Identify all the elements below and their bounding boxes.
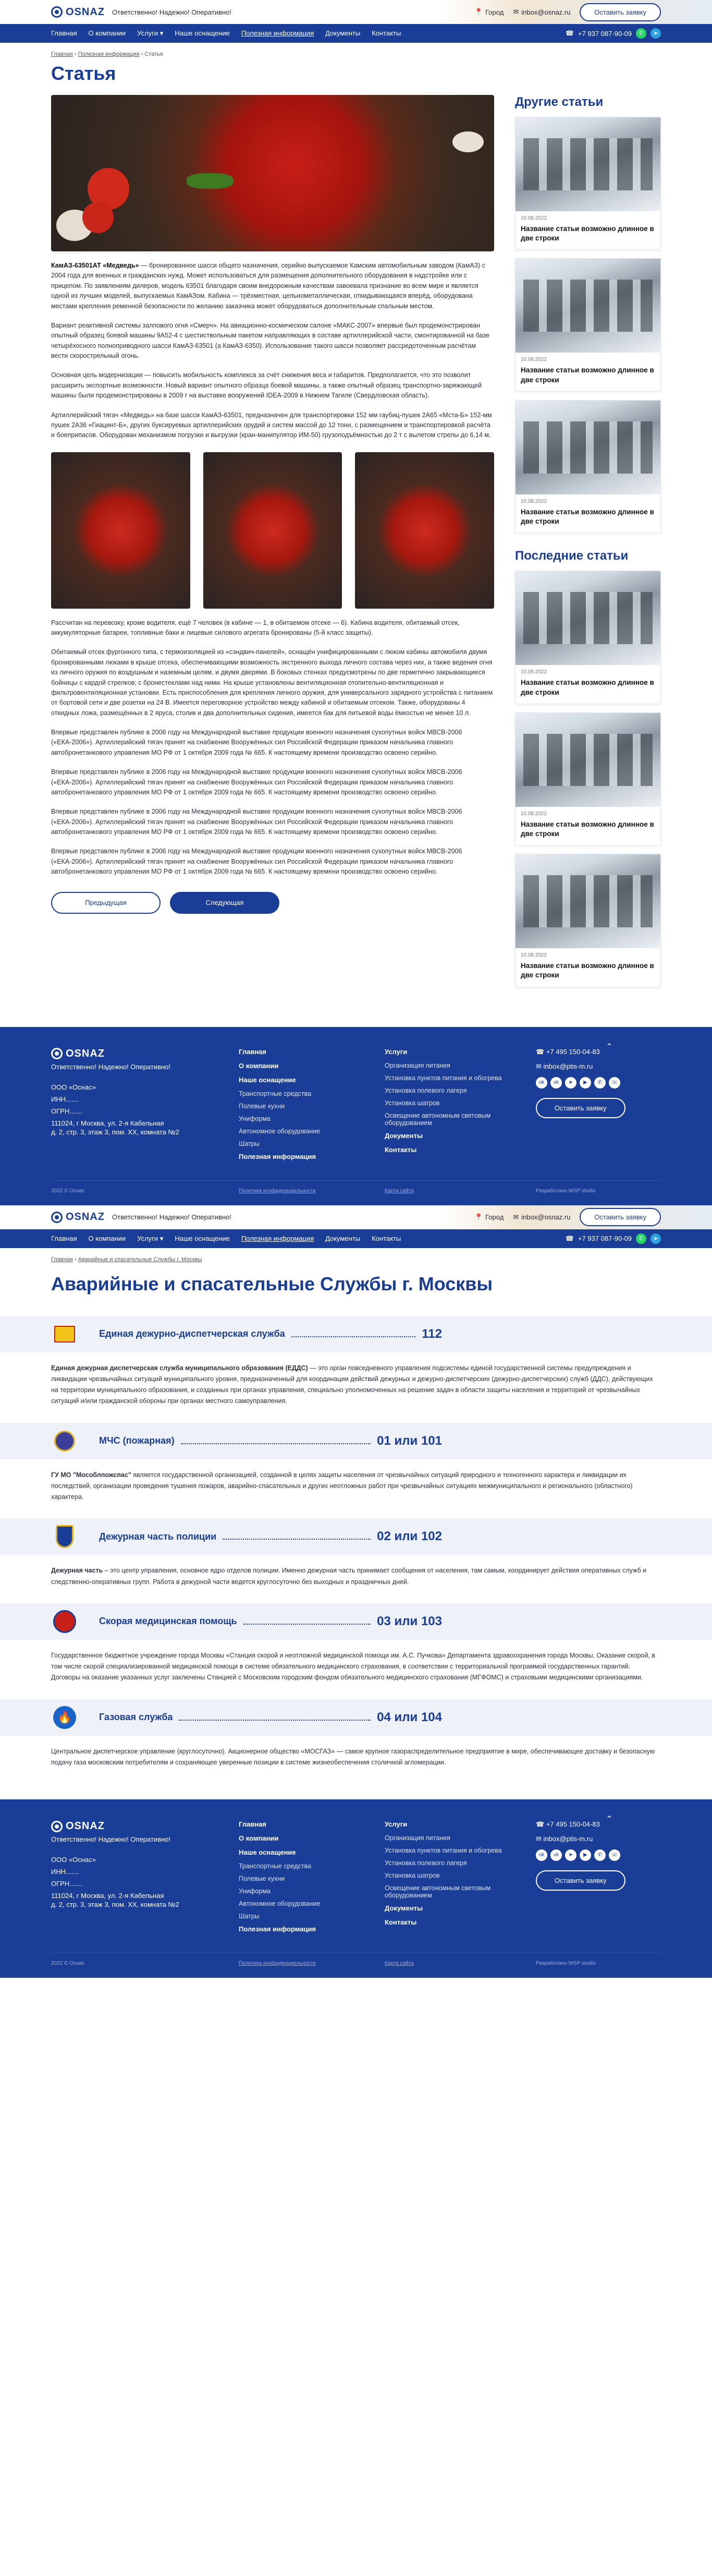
card-image [515, 401, 660, 494]
nav-useful-info[interactable]: Полезная информация [241, 29, 314, 37]
police-emblem-icon [51, 1523, 78, 1550]
footer-request-button[interactable]: Оставить заявку [536, 1098, 625, 1118]
card-image [515, 713, 660, 807]
article-hero-image [51, 95, 494, 251]
article-paragraph: Основная цель модернизации — повысить мобильность комплекса за счёт снижения веса и габаритов. Предполагается, что это позволит расширить экспортные возможности. Новый вариант опытного образца боевой машины, а также опытный образец транспортно-заряжающей машины были продемонстрированы в 2009 г на выставке вооружений IDEA-2009 в Нижнем Тагиле (Свердловская область). [51, 371, 482, 400]
article-paragraph: Рассчитан на перевозку, кроме водителя, ещё 7 человек (в кабине — 1, в обитаемом отсеке — 6). Кабина водителя, обитаемый отсек, аккумуляторные батареи, топливные баки и лицевые силового агрегата бронированы (5-й класс защиты). [51, 619, 460, 636]
footer-email[interactable]: ✉ inbox@ptis-m.ru [536, 1062, 593, 1070]
footer-logo[interactable]: OSNAZ [51, 1820, 239, 1832]
footer-link[interactable]: Контакты [385, 1145, 417, 1154]
footer-link[interactable]: Наше оснащение [239, 1075, 296, 1084]
prev-button[interactable]: Предыдущая [51, 892, 161, 914]
request-button[interactable]: Оставить заявку [580, 1208, 661, 1226]
footer-link[interactable]: Транспортные средства [239, 1090, 312, 1097]
footer-link[interactable]: Автономное оборудование [239, 1127, 321, 1135]
phone-icon: ☎ [565, 1234, 574, 1242]
gallery-image[interactable] [203, 452, 342, 609]
ok-icon[interactable]: ok [536, 1849, 547, 1861]
youtube-icon[interactable]: ▶ [580, 1077, 591, 1089]
whatsapp-icon[interactable]: ✆ [636, 28, 646, 39]
footer-link[interactable]: Полевые кухни [239, 1875, 285, 1883]
tagline: Ответственно! Надежно! Оперативно! [112, 1213, 232, 1222]
next-button[interactable]: Следующая [170, 892, 279, 914]
footer-link[interactable]: Шатры [239, 1913, 260, 1920]
social-links [536, 1077, 661, 1089]
request-button[interactable]: Оставить заявку [580, 3, 661, 21]
telegram-icon[interactable]: ➤ [565, 1849, 576, 1861]
footer-link[interactable]: Автономное оборудование [239, 1900, 321, 1908]
developer-link[interactable]: Разработано WSP studio [536, 1961, 596, 1967]
footer-link[interactable]: Установка пунктов питания и обогрева [385, 1074, 502, 1082]
city-select[interactable]: 📍 Город [474, 1213, 504, 1222]
telegram-icon[interactable]: ➤ [650, 1233, 661, 1244]
article-paragraph: Впервые представлен публике в 2006 году на Международной выставке продукции военного назначения сухопутных войск МВСВ-2006 («ЕКА-2006»). Артиллерийский тягач принят на снабжение Вооружённых сил Российской Федерации приказом начальника главного автобронетанкового управления МО РФ от 1 октября 2009 года № 665. К настоящему времени производство освоено серийно. [51, 808, 462, 836]
footer-link[interactable]: Освещение автономным световым оборудованием [385, 1884, 491, 1900]
service-block: Единая дежурно-диспетчерская служба 112 Единая дежурная диспетчерская служба муниципального образования (ЕДДС) — это орган повседневного управления подсистемы единой государственной системы предупреждения и ликвидации чрезвычайных ситуаций муниципального уровня, предназначенный для координации действий дежурных и дежурно-диспетчерских (дежурно-диспетчерских) служб (ДДС), действующих на территории муниципального образования, и созданных при органах управления, специально уполномоченных на решение задач в области защиты населения и территорий от чрезвычайных ситуаций и/или гражданской обороны при органах местного самоуправления. [0, 1316, 712, 1407]
youtube-icon[interactable]: ▶ [580, 1849, 591, 1861]
footer-link[interactable]: Организация питания [385, 1061, 450, 1069]
footer-link[interactable]: Полевые кухни [239, 1102, 285, 1110]
logo-icon [51, 1212, 63, 1223]
viber-icon[interactable]: ☏ [609, 1849, 620, 1861]
nav-documents[interactable]: Документы [325, 29, 361, 37]
phone-icon: ☎ [536, 1820, 546, 1829]
whatsapp-icon[interactable]: ✆ [594, 1849, 606, 1861]
article-paragraph: Обитаемый отсек фургонного типа, с термоизоляцией из «сэндвич-панелей», оснащён унифицированными с люком кабины автомобиля двумя бронированными люками в крыше отсека, обеспечивающими возможность экстренного выхода личного состава через них, а также ведения огня из личного оружия по воздушным и наземным целям, и двумя дверями. В боковых стенках предусмотрены по две герметично закрывающиеся бойницы с кардой стрелков; с бронестеклами над ними. На крыше установлены вентиляционная отопительно-вентиляционная и фильтровентиляционная установки. Есть приспособления для крепления личного оружия, для универсального зарядного устройства с питанием от бортовой сети и две розетки на 24 В. Имеется переговорное устройство между кабиной и обитаемым отсеком. Также, оборудованы 4 откидных ложа, размещённых в 2 яруса, столик и два дополнительных сидения, имеется бак для питьевой воды ёмкостью не менее 10 л. [51, 648, 493, 717]
service-block: 🔥 Газовая служба 04 или 104 Центральное диспетчерское управление (круглосуточно). Акционерное общество «МОСГАЗ» — самое крупное газораспределительное предприятие в мире, обеспечивающее доставку и безопасную подачу газа московским потребителям и сохраняющее уверенные позиции в системе жизнеобеспечения столичной агломерации. [0, 1699, 712, 1769]
vk-icon[interactable]: vk [550, 1077, 562, 1089]
footer-link[interactable]: Униформа [239, 1888, 271, 1895]
mail-icon: ✉ [536, 1835, 544, 1843]
city-select[interactable]: 📍 Город [474, 8, 504, 16]
nav-services[interactable]: Услуги ▾ [137, 29, 164, 37]
service-phone[interactable]: 04 или 104 [377, 1710, 442, 1724]
footer-link[interactable]: Транспортные средства [239, 1863, 312, 1870]
nav-contacts[interactable]: Контакты [372, 1234, 401, 1242]
article-card[interactable]: 10.08.2022 Название статьи возможно длинное в две строки [515, 854, 661, 987]
footer-link[interactable]: Полезная информация [239, 1152, 316, 1160]
phone-icon: ☎ [536, 1047, 546, 1056]
scroll-top-button[interactable]: ⌃ [601, 1812, 618, 1829]
whatsapp-icon[interactable]: ✆ [636, 1233, 646, 1244]
location-icon: 📍 [474, 8, 483, 16]
footer-link[interactable]: О компании [239, 1834, 279, 1843]
nav-services[interactable]: Услуги ▾ [137, 1234, 164, 1242]
service-phone[interactable]: 01 или 101 [377, 1433, 442, 1448]
top-bar [0, 0, 712, 24]
footer-link[interactable]: Установка полевого лагеря [385, 1086, 467, 1094]
footer-link[interactable]: Главная [239, 1047, 266, 1056]
social-links [536, 1849, 661, 1861]
footer-link[interactable]: Установка шатров [385, 1099, 440, 1107]
nav-about[interactable]: О компании [88, 1234, 126, 1242]
location-icon: 📍 [474, 1213, 483, 1221]
logo-icon [51, 1821, 63, 1832]
header-phone[interactable]: +7 937 087-90-09 [578, 29, 632, 38]
footer-link[interactable]: Установка шатров [385, 1872, 440, 1880]
email-link[interactable]: ✉ inbox@osnaz.ru [513, 1213, 571, 1222]
page-services [0, 1205, 712, 1978]
ambulance-emblem-icon [51, 1608, 78, 1635]
nav-contacts[interactable]: Контакты [372, 29, 401, 37]
nav-home[interactable]: Главная [51, 29, 77, 37]
card-image [515, 854, 660, 948]
card-image [515, 259, 660, 353]
top-bar [0, 1205, 712, 1229]
chevron-down-icon: ▾ [159, 1234, 164, 1242]
footer-link[interactable]: Униформа [239, 1115, 271, 1122]
card-image [515, 571, 660, 665]
footer-email[interactable]: ✉ inbox@ptis-m.ru [536, 1835, 593, 1843]
footer-link[interactable]: О компании [239, 1061, 279, 1070]
footer-link[interactable]: Документы [385, 1131, 423, 1140]
telegram-icon[interactable]: ➤ [565, 1077, 576, 1089]
page-title: Статья [51, 63, 116, 84]
footer: ⌃ OSNAZ Ответственно! Надежно! Оперативно! ООО «Оснас» ИНН....... ОГРН....... 111024, г Москва, ул. 2-я Кабельная д. 2, стр. 3, этаж 3, пом. XX, комната №2 Главная О компании Наше оснащение Транспортные средства Полевые кухни Униформа Автономное оборудование Шатры Полезная информация Услуги Организация питания Установка пунктов питания и обогрева Установка полевого лагеря Установка шатров Освещение автономным световым оборудованием Документы Контакты ☎ +7 495 150-04-83 ✉ inbox@ptis-m.ru ok vk ➤ ▶ ✆ ☏ Оставить заявку 2022 © Оснас Политика конфиденциальности Карта сайта Разработано WSP studio [0, 1027, 712, 1205]
other-articles-title: Другие статьи [515, 95, 604, 109]
privacy-link[interactable]: Политика конфиденциальности [239, 1961, 316, 1967]
article-paragraph: Впервые представлен публике в 2006 году на Международной выставке продукции военного назначения сухопутных войск МВСВ-2006 («ЕКА-2006»). Артиллерийский тягач принят на снабжение Вооружённых сил Российской Федерации приказом начальника главного автобронетанкового управления МО РФ от 1 октября 2009 года № 665. К настоящему времени производство освоено серийно. [51, 729, 462, 756]
article-card[interactable]: 10.08.2022 Название статьи возможно длинное в две строки [515, 400, 661, 533]
header-phone[interactable]: +7 937 087-90-09 [578, 1235, 632, 1243]
crumb-current: Аварийные и спасательные Службы г. Москвы [78, 1256, 202, 1263]
whatsapp-icon[interactable]: ✆ [594, 1077, 606, 1089]
footer-link[interactable]: Полезная информация [239, 1925, 316, 1933]
privacy-link[interactable]: Политика конфиденциальности [239, 1188, 316, 1194]
footer-link[interactable]: Наше оснащение [239, 1848, 296, 1857]
footer-link[interactable]: Организация питания [385, 1834, 450, 1842]
main-nav [0, 1229, 712, 1248]
service-block: Дежурная часть полиции 02 или 102 Дежурная часть – это центр управления, основное ядро отделов полиции. Именно дежурная часть принимает сообщения от населения, там самым, координирует действия оперативных служб и следственно-оперативных групп. Работа в дежурной части ведется круглосуточно без выходных и праздничных дней. [0, 1518, 712, 1588]
service-block: МЧС (пожарная) 01 или 101 ГУ МО "Мособлпожспас" является государственной организацией, созданной в целях защиты населения от чрезвычайных ситуаций природного и техногенного характера и ликвидации их последствий, организации проведения тушения пожаров, аварийно-спасательных и других неотложных работ при чрезвычайных ситуациях межмуниципального и регионального (областного) характера. [0, 1423, 712, 1503]
footer-link[interactable]: Контакты [385, 1918, 417, 1927]
sitemap-link[interactable]: Карта сайта [385, 1188, 414, 1194]
article-paragraph: КамАЗ-63501АТ «Медведь» — бронированное шасси общего назначения, серийно выпускаемое Камским автомобильным заводом (КамАЗ) с 2004 года для военных и гражданских нужд. Может использоваться для размещения дополнительного оборудования в надстройке или с прицепом. По заявлениям дилеров, модель 63501 благодаря своим внедорожным качествам завоевала признание во всем мире и является одной из лучших моделей, выпускаемых КамАЗом. Кабина — трёхместная, цельнометаллическая, откидывающаяся вперёд, оборудована местами крепления ременной безопасности по желанию заказчика может оборудоваться дополнительным спальным местом. [51, 262, 485, 310]
article-paragraph: Вариант реактивной системы залпового огня «Смерч». На авиационно-космическом салоне «МАКС-2007» впервые был продемонстрирован опытный образец боевой машины 9А52-4 с шестиствольным пакетом направляющих в составе артиллерийской части, смонтированной на базе четырёхосного полноприводного шасси КамАЗ-63501 (а КамАЗ-6350). Использование такого шасси позволяет рассредоточенным расчётам вести скорострельный огонь. [51, 321, 489, 359]
logo[interactable]: OSNAZ [51, 6, 105, 18]
chevron-down-icon: ▾ [159, 29, 164, 37]
article-paragraph: Артиллерийский тягач «Медведь» на базе шасси КамАЗ-63501, предназначен для транспортировки 152 мм гаубиц-пушек 2А65 «Мста-Б» 152-мм пушек 2А36 «Гиацинт-Б», других буксируемых артиллерийских орудий и систем массой до 12 тонн, с размещением и транспортировкой расчёта и боеприпасов. Оборудован механизмом погрузки и выгрузки (кран-манипулятор ИМ-50) грузоподъёмностью до 2 т с вылетом стрелы до 6,14 м. [51, 411, 492, 439]
nav-about[interactable]: О компании [88, 29, 126, 37]
gallery-image[interactable] [51, 452, 190, 609]
gas-flame-icon: 🔥 [51, 1704, 78, 1731]
footer-link[interactable]: Услуги [385, 1820, 408, 1829]
page-article [0, 0, 712, 1205]
developer-link[interactable]: Разработано WSP studio [536, 1188, 596, 1194]
nav-equipment[interactable]: Наше оснащение [175, 1234, 230, 1242]
crumb-current: Статья [144, 51, 163, 57]
mchs-emblem-icon [51, 1428, 78, 1455]
logo-icon [51, 6, 63, 18]
vk-icon[interactable]: vk [550, 1849, 562, 1861]
nav-home[interactable]: Главная [51, 1234, 77, 1242]
telegram-icon[interactable]: ➤ [650, 28, 661, 39]
footer-logo[interactable]: OSNAZ [51, 1048, 239, 1060]
card-image [515, 117, 660, 211]
footer-link[interactable]: Установка пунктов питания и обогрева [385, 1847, 502, 1855]
article-body [51, 95, 494, 914]
nav-documents[interactable]: Документы [325, 1234, 361, 1242]
article-paragraph: Впервые представлен публике в 2006 году на Международной выставке продукции военного назначения сухопутных войск МВСВ-2006 («ЕКА-2006»). Артиллерийский тягач принят на снабжение Вооружённых сил Российской Федерации приказом начальника главного автобронетанкового управления МО РФ от 1 октября 2009 года № 665. К настоящему времени производство освоено серийно. [51, 768, 462, 796]
crumb-home[interactable]: Главная [51, 51, 73, 57]
mail-icon: ✉ [536, 1062, 544, 1070]
mail-icon: ✉ [513, 1213, 519, 1221]
service-phone[interactable]: 02 или 102 [377, 1529, 442, 1544]
breadcrumb: Главная › Аварийные и спасательные Службы г. Москвы [51, 1256, 202, 1263]
footer-link[interactable]: Установка полевого лагеря [385, 1859, 467, 1867]
footer-phone[interactable]: ☎ +7 495 150-04-83 [536, 1820, 600, 1829]
footer-link[interactable]: Освещение автономным световым оборудованием [385, 1111, 491, 1127]
sitemap-link[interactable]: Карта сайта [385, 1961, 414, 1967]
footer-phone[interactable]: ☎ +7 495 150-04-83 [536, 1047, 600, 1056]
sidebar [515, 95, 661, 996]
service-phone[interactable]: 03 или 103 [377, 1614, 442, 1628]
phone-icon: ☎ [565, 29, 574, 37]
article-card[interactable]: 10.08.2022 Название статьи возможно длинное в две строки [515, 117, 661, 250]
footer-request-button[interactable]: Оставить заявку [536, 1870, 625, 1891]
footer-link[interactable]: Документы [385, 1904, 423, 1913]
article-card[interactable]: 10.08.2022 Название статьи возможно длинное в две строки [515, 712, 661, 845]
article-gallery [51, 452, 494, 609]
article-card[interactable]: 10.08.2022 Название статьи возможно длинное в две строки [515, 258, 661, 391]
mail-icon: ✉ [513, 8, 519, 16]
scroll-top-button[interactable]: ⌃ [601, 1039, 618, 1056]
article-pager [51, 892, 494, 914]
nav-equipment[interactable]: Наше оснащение [175, 29, 230, 37]
article-card[interactable]: 10.08.2022 Название статьи возможно длинное в две строки [515, 571, 661, 704]
latest-articles-title: Последние статьи [515, 549, 629, 563]
email-link[interactable]: ✉ inbox@osnaz.ru [513, 8, 571, 16]
nav-useful-info[interactable]: Полезная информация [241, 1234, 314, 1242]
logo-icon [51, 1048, 63, 1059]
service-block: Скорая медицинская помощь 03 или 103 Государственное бюджетное учреждение города Москвы «Станция скорой и неотложной медицинской помощи им. А.С. Пучкова» Департамента здравоохранения города Москвы. Оказание скорой, в том числе скорой специализированной медицинской помощи в системе обязательного медицинского страхования, в соответствии с территориальной программой государственных гарантий. Договоры на оказание указанных услуг заключены Станцией с Московским городским фондом обязательного медицинского страхования (МГФОМС) и страховыми медицинскими организациями. [0, 1603, 712, 1684]
viber-icon[interactable]: ☏ [609, 1077, 620, 1089]
footer-link[interactable]: Шатры [239, 1140, 260, 1147]
service-phone[interactable]: 112 [422, 1326, 442, 1341]
main-nav [0, 24, 712, 43]
crumb-useful[interactable]: Полезная информация [78, 51, 140, 57]
footer: ⌃ OSNAZ Ответственно! Надежно! Оперативно! ООО «Оснас» ИНН....... ОГРН....... 111024, г Москва, ул. 2-я Кабельная д. 2, стр. 3, этаж 3, пом. XX, комната №2 Главная О компании Наше оснащение Транспортные средства Полевые кухни Униформа Автономное оборудование Шатры Полезная информация Услуги Организация питания Установка пунктов питания и обогрева Установка полевого лагеря Установка шатров Освещение автономным световым оборудованием Документы Контакты ☎ +7 495 150-04-83 ✉ inbox@ptis-m.ru ok vk ➤ ▶ ✆ ☏ Оставить заявку 2022 © Оснас Политика конфиденциальности Карта сайта Разработано WSP studio [0, 1799, 712, 1978]
breadcrumb: Главная › Полезная информация › Статья [51, 51, 163, 57]
page-title: Аварийные и спасательные Службы г. Москвы [51, 1273, 493, 1295]
crumb-home[interactable]: Главная [51, 1256, 73, 1263]
ok-icon[interactable]: ok [536, 1077, 547, 1089]
tagline: Ответственно! Надежно! Оперативно! [112, 8, 232, 16]
footer-link[interactable]: Главная [239, 1820, 266, 1829]
footer-link[interactable]: Услуги [385, 1047, 408, 1056]
gallery-image[interactable] [355, 452, 494, 609]
logo[interactable]: OSNAZ [51, 1211, 105, 1223]
article-paragraph: Впервые представлен публике в 2006 году на Международной выставке продукции военного назначения сухопутных войск МВСВ-2006 («ЕКА-2006»). Артиллерийский тягач принят на снабжение Вооружённых сил Российской Федерации приказом начальника главного автобронетанкового управления МО РФ от 1 октября 2009 года № 665. К настоящему времени производство освоено серийно. [51, 848, 462, 876]
edds-emblem-icon [51, 1321, 78, 1348]
